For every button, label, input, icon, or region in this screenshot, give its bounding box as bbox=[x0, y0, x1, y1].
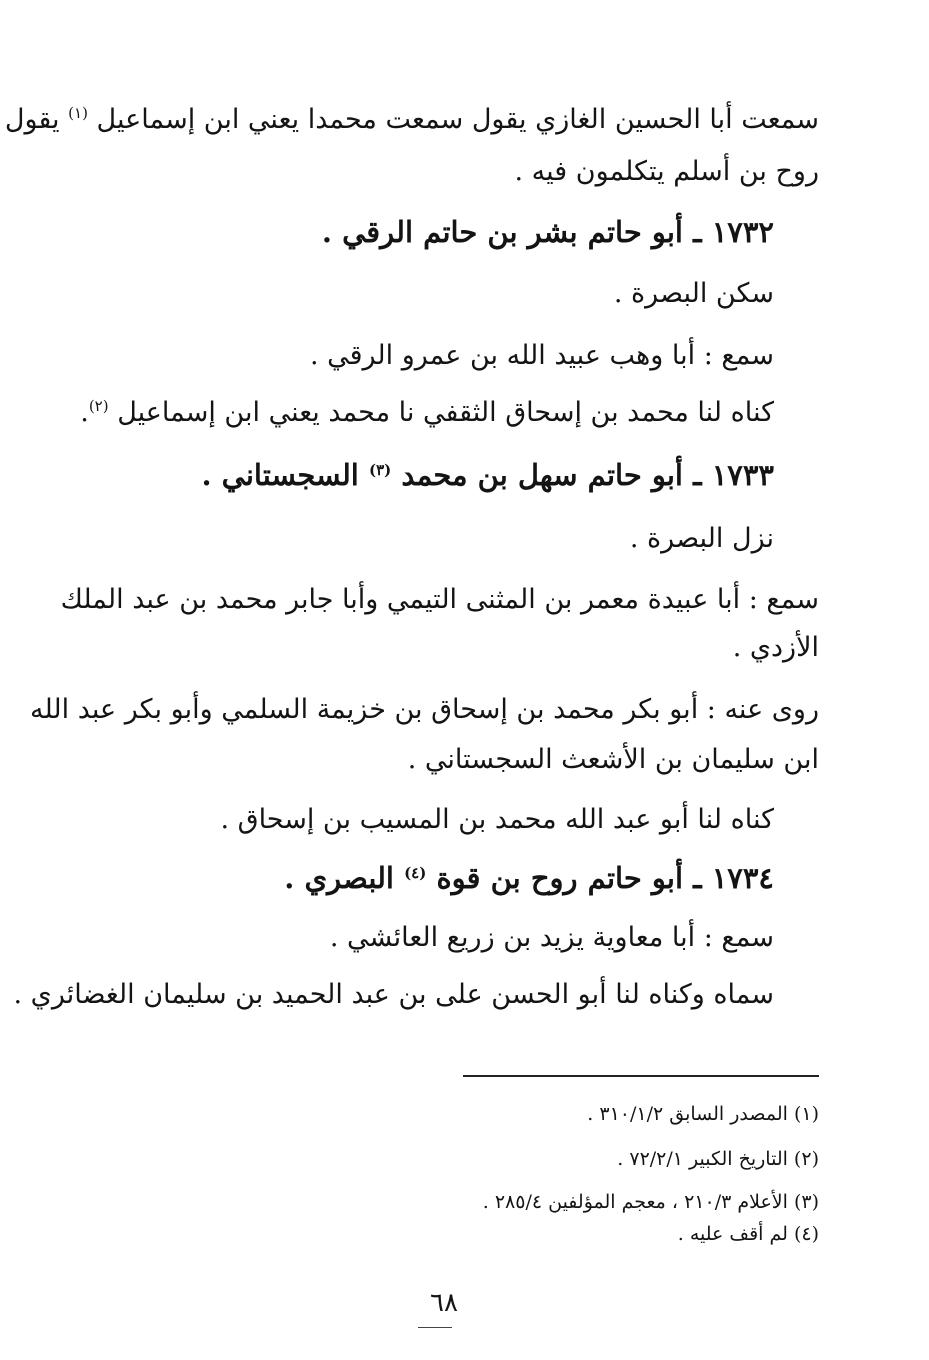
entry-heading-1734 bbox=[284, 858, 774, 898]
footnote-1: (١) المصدر السابق ٣١٠/١/٢ . bbox=[587, 1103, 819, 1125]
entry-heading-1733-tail: السجستاني . bbox=[201, 458, 369, 492]
body-line-12 bbox=[408, 740, 819, 780]
body-line-10-text: الأزدي . bbox=[732, 632, 819, 663]
body-line-2-text: روح بن أسلم يتكلمون فيه . bbox=[514, 156, 819, 187]
body-line-9-text: سمع : أبا عبيدة معمر بن المثنى التيمي وأبا جابر محمد بن عبد الملك bbox=[60, 584, 819, 615]
body-line-6-text: كناه لنا محمد بن إسحاق الثقفي نا محمد يعني ابن إسماعيل bbox=[117, 397, 774, 428]
footnote-4: (٤) لم أقف عليه . bbox=[677, 1223, 819, 1245]
entry-heading-1732-text: ١٧٣٢ ـ أبو حاتم بشر بن حاتم الرقي . bbox=[321, 215, 774, 249]
entry-heading-1733-text: ١٧٣٣ ـ أبو حاتم سهل بن محمد bbox=[401, 458, 774, 492]
footnote-ref-2: (٢) bbox=[88, 397, 109, 415]
body-line-10 bbox=[733, 628, 819, 668]
page-number-underline bbox=[418, 1327, 452, 1328]
body-line-15-text: سمع : أبا معاوية يزيد بن زريع العائشي . bbox=[329, 922, 774, 953]
body-line-8 bbox=[630, 519, 774, 559]
body-line-11-text: روى عنه : أبو بكر محمد بن إسحاق بن خزيمة السلمي وأبو بكر عبد الله bbox=[30, 694, 819, 725]
body-line-12-text: ابن سليمان بن الأشعث السجستاني . bbox=[407, 744, 819, 775]
body-line-6-tail: . bbox=[80, 397, 89, 428]
body-line-4 bbox=[614, 274, 774, 314]
page-number: ٦٨ bbox=[430, 1288, 458, 1318]
body-line-8-text: نزل البصرة . bbox=[629, 523, 774, 554]
footnote-ref-3: (٣) bbox=[368, 461, 392, 479]
entry-heading-1732 bbox=[322, 212, 774, 252]
body-line-15 bbox=[330, 918, 774, 958]
footnote-3: (٣) الأعلام ٢١٠/٣ ، معجم المؤلفين ٢٨٥/٤ . bbox=[482, 1191, 819, 1213]
body-line-16 bbox=[14, 975, 774, 1015]
entry-heading-1734-text: ١٧٣٤ ـ أبو حاتم روح بن قوة bbox=[436, 861, 774, 895]
body-line-1 bbox=[4, 100, 819, 140]
body-line-16-text: سماه وكناه لنا أبو الحسن على بن عبد الحميد بن سليمان الغضائري . bbox=[13, 979, 774, 1010]
body-line-1-text: سمعت أبا الحسين الغازي يقول سمعت محمدا يعني ابن إسماعيل bbox=[96, 104, 819, 135]
body-line-4-text: سكن البصرة . bbox=[613, 278, 774, 309]
footnote-ref-1: (١) bbox=[68, 104, 88, 122]
entry-heading-1733 bbox=[201, 455, 774, 495]
body-line-2 bbox=[514, 152, 819, 192]
body-line-5-text: سمع : أبا وهب عبيد الله بن عمرو الرقي . bbox=[309, 340, 774, 371]
body-line-6 bbox=[80, 393, 774, 433]
body-line-11 bbox=[30, 690, 819, 730]
body-line-13-text: كناه لنا أبو عبد الله محمد بن المسيب بن إسحاق . bbox=[220, 804, 774, 835]
body-line-9 bbox=[60, 580, 819, 620]
footnote-separator bbox=[463, 1075, 819, 1077]
footnote-2: (٢) التاريخ الكبير ٧٢/٢/١ . bbox=[617, 1148, 819, 1170]
body-line-1-tail: يقول bbox=[4, 104, 69, 135]
body-line-13 bbox=[220, 800, 774, 840]
body-line-5 bbox=[310, 336, 774, 376]
footnote-ref-4: (٤) bbox=[404, 864, 427, 882]
entry-heading-1734-tail: البصري . bbox=[284, 861, 405, 895]
